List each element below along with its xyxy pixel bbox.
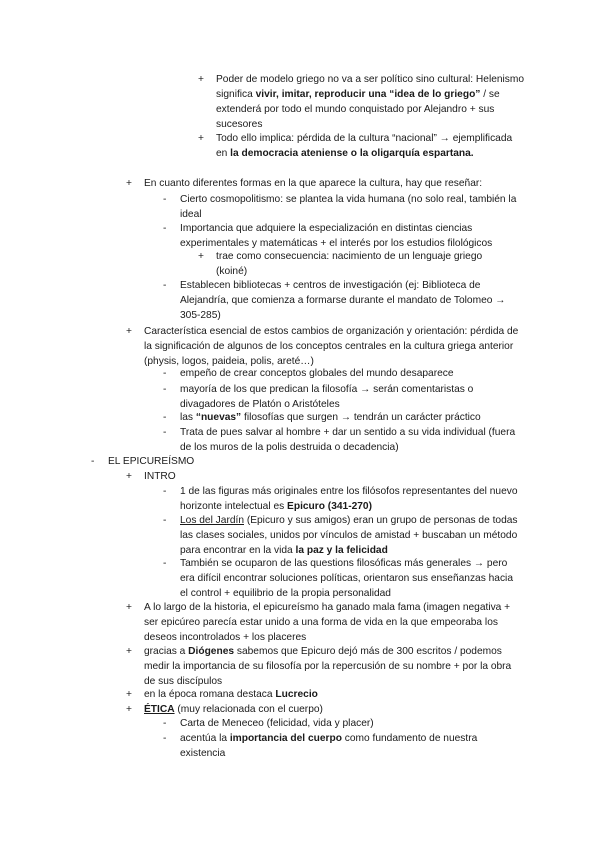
bullet-dash: - <box>163 384 167 395</box>
item-text: Cierto cosmopolitismo: se plantea la vida humana (no solo real, también la ideal <box>180 194 517 221</box>
item-text: A lo largo de la historia, el epicureísmo ha ganado mala fama (imagen negativa + ser epicúreo parecía estar unido a una forma de vida en la que empeoraba los deseos incontrolados + los placeres <box>144 602 511 644</box>
list-item <box>163 278 524 323</box>
list-item <box>126 176 524 191</box>
item-text: También se ocuparon de las questions filosóficas más generales → pero era difícil encontrar soluciones políticas, orientaron sus enseñanzas hacia el control + equilibrio de la propia personalidad <box>180 558 513 600</box>
bullet-dash: - <box>163 486 167 497</box>
bullet-plus: + <box>126 602 132 613</box>
bullet-plus: + <box>126 689 132 700</box>
item-text: trae como consecuencia: nacimiento de un lenguaje griego (koiné) <box>216 251 483 278</box>
list-item <box>163 513 522 558</box>
bullet-dash: - <box>163 280 167 291</box>
bullet-dash: - <box>163 733 167 744</box>
bullet-plus: + <box>198 133 204 144</box>
bullet-dash: - <box>163 558 167 569</box>
item-text: ÉTICA (muy relacionada con el cuerpo) <box>144 704 323 715</box>
list-item <box>163 731 510 761</box>
item-text: Importancia que adquiere la especialización en distintas ciencias experimentales y matemáticas + el interés por los estudios filológicos <box>180 223 493 250</box>
bullet-plus: + <box>126 646 132 657</box>
list-item <box>163 382 520 412</box>
item-text: gracias a Diógenes sabemos que Epicuro dejó más de 300 escritos / podemos medir la importancia de su filosofía por la repercusión de su nombre + por la obra de sus discípulos <box>144 646 512 688</box>
list-item <box>163 192 520 222</box>
list-item <box>126 644 524 689</box>
section-heading <box>91 454 408 469</box>
list-item <box>163 410 524 425</box>
list-item <box>126 600 520 645</box>
list-item <box>126 324 522 369</box>
list-item <box>163 425 526 455</box>
bullet-plus: + <box>126 471 132 482</box>
bullet-dash: - <box>163 412 167 423</box>
list-item <box>126 702 444 717</box>
item-text: Característica esencial de estos cambios de organización y orientación: pérdida de la significación de algunos de los conceptos centrales en la cultura griega anterior (physis, logos, paideia, polis, areté…) <box>144 326 519 368</box>
bullet-dash: - <box>163 515 167 526</box>
item-text: Trata de pues salvar al hombre + dar un sentido a su vida individual (fuera de los muros de la polis destruida o decadencia) <box>180 427 516 454</box>
bullet-dash: - <box>91 456 95 467</box>
list-item <box>163 366 520 381</box>
item-text: Todo ello implica: pérdida de la cultura “nacional” → ejemplificada en la democracia ateniense o la oligarquía espartana. <box>216 133 513 160</box>
bullet-plus: + <box>198 251 204 262</box>
list-item <box>163 221 522 251</box>
item-text: 1 de las figuras más originales entre los filósofos representantes del nuevo horizonte intelectual es Epicuro (341-270) <box>180 486 518 513</box>
bullet-dash: - <box>163 194 167 205</box>
item-text: Establecen bibliotecas + centros de investigación (ej: Biblioteca de Alejandría, que comienza a formarse durante el mandato de Tolomeo → 305-285) <box>180 280 506 322</box>
item-text: empeño de crear conceptos globales del mundo desaparece <box>180 368 454 379</box>
bullet-dash: - <box>163 368 167 379</box>
section-title: EL EPICUREÍSMO <box>108 456 195 467</box>
list-item <box>163 716 500 731</box>
list-item <box>198 131 516 161</box>
list-item <box>163 484 520 514</box>
bullet-dash: - <box>163 223 167 234</box>
bullet-dash: - <box>163 718 167 729</box>
item-text: Poder de modelo griego no va a ser político sino cultural: Helenismo significa vivir, imitar, reproducir una “idea de lo griego” / se extenderá por todo el mundo conquistado por Alejandro + sus sucesores <box>216 74 525 131</box>
bullet-plus: + <box>126 704 132 715</box>
bullet-dash: - <box>163 427 167 438</box>
bullet-plus: + <box>126 326 132 337</box>
bullet-plus: + <box>198 74 204 85</box>
list-item <box>163 556 520 601</box>
item-text: En cuanto diferentes formas en la que aparece la cultura, hay que reseñar: <box>144 178 483 189</box>
item-text: en la época romana destaca Lucrecio <box>144 689 318 700</box>
list-item <box>198 72 528 132</box>
item-text: acentúa la importancia del cuerpo como fundamento de nuestra existencia <box>180 733 478 760</box>
list-item <box>126 687 444 702</box>
bullet-plus: + <box>126 178 132 189</box>
item-text: las “nuevas” filosofías que surgen → tendrán un carácter práctico <box>180 412 481 423</box>
item-text: mayoría de los que predican la filosofía → serán comentaristas o divagadores de Platón o Aristóteles <box>180 384 474 411</box>
list-item <box>198 249 516 279</box>
item-text: INTRO <box>144 471 176 482</box>
item-text: Los del Jardín (Epicuro y sus amigos) eran un grupo de personas de todas las clases sociales, unidos por vínculos de amistad + buscaban un método para encontrar en la vida la paz y la felicidad <box>180 515 518 557</box>
item-text: Carta de Meneceo (felicidad, vida y placer) <box>180 718 374 729</box>
list-item <box>126 469 444 484</box>
